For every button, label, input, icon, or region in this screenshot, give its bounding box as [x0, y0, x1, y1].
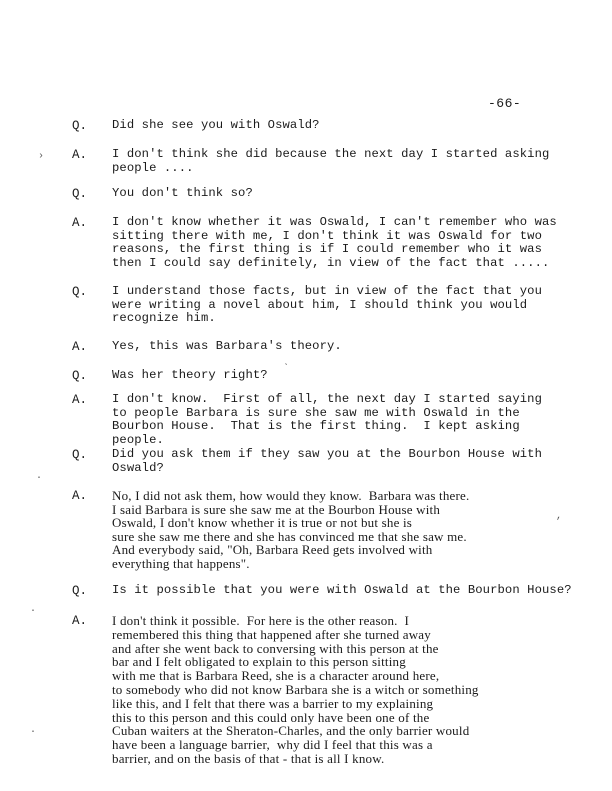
- stray-mark: ·: [30, 606, 37, 617]
- speaker-label-q: Q.: [72, 119, 88, 133]
- speaker-label-a: A.: [72, 148, 88, 162]
- speaker-label-a: A.: [72, 489, 88, 503]
- speaker-label-q: Q.: [72, 369, 88, 383]
- speaker-label-a: A.: [72, 216, 88, 230]
- question-text: Was her theory right?: [112, 368, 268, 382]
- answer-text: Yes, this was Barbara's theory.: [112, 339, 342, 353]
- stray-mark: ·: [30, 727, 37, 738]
- question-text: Did she see you with Oswald?: [112, 118, 320, 132]
- speaker-label-q: Q.: [72, 187, 88, 201]
- answer-text: No, I did not ask them, how would they know. Barbara was there. I said Barbara is sure she saw me at the Bourbon House with Oswald, I don't know whether it is true or not but she is sure she saw me there and she has convinced me that she saw me. And everybody said, "Oh, Barbara Reed gets involved with everything that happens".: [112, 488, 470, 571]
- answer-text: I don't think she did because the next day I started asking people ....: [112, 147, 550, 175]
- margin-tick-mark: ›: [38, 151, 45, 162]
- stray-mark: ·: [36, 473, 43, 484]
- question-text: You don't think so?: [112, 186, 253, 200]
- speaker-label-a: A.: [72, 614, 88, 628]
- speaker-label-q: Q.: [72, 584, 88, 598]
- stray-mark: ,: [556, 511, 563, 522]
- question-text: I understand those facts, but in view of the fact that you were writing a novel about him, I should think you would recognize him.: [112, 284, 542, 326]
- speaker-label-q: Q.: [72, 448, 88, 462]
- answer-text: I don't know whether it was Oswald, I can't remember who was sitting there with me, I don't think it was Oswald for two reasons, the first thing is if I could remember who it was then I could say definitely, in view of the fact that .....: [112, 215, 557, 270]
- question-text: Did you ask them if they saw you at the Bourbon House with Oswald?: [112, 447, 542, 475]
- speaker-label-a: A.: [72, 340, 88, 354]
- stray-mark: ˎ: [283, 356, 290, 367]
- question-text: Is it possible that you were with Oswald at the Bourbon House?: [112, 583, 572, 597]
- page-number: -66-: [488, 96, 522, 111]
- answer-text: I don't think it possible. For here is the other reason. I remembered this thing that happened after she turned away and after she went back to conversing with this person at the bar and I felt obligated to explain to this person sitting with me that is Barbara Reed, she is a character around here, to somebody who did not know Barbara she is a witch or something like this, and I felt that there was a barrier to my explaining this to this person and this could only have been one of the Cuban waiters at the Sheraton-Charles, and the only barrier would have been a language barrier, why did I feel that this was a barrier, and on the basis of that - that is all I know.: [112, 613, 479, 766]
- speaker-label-q: Q.: [72, 285, 88, 299]
- answer-text: I don't know. First of all, the next day I started saying to people Barbara is sure she saw me with Oswald in the Bourbon House. That is the first thing. I kept asking people.: [112, 392, 542, 447]
- speaker-label-a: A.: [72, 393, 88, 407]
